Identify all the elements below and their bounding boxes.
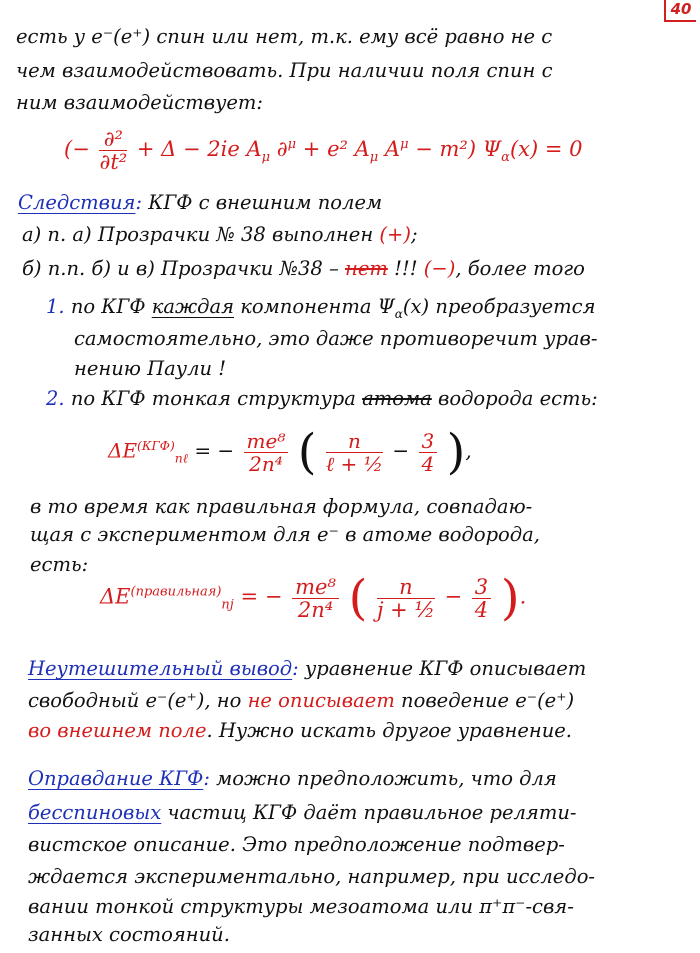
correct-energy-formula: $\Delta E^{(правильная)}_{nj}$ = − $\frac{\text{me⁸}}{\text{2n⁴}}$ ( $\frac{n}{\text{j + ½}}$ − $\frac{3}{4}$ ). <box>100 570 527 626</box>
conclusion-line-2: свободный e⁻(e⁺), но не описывает поведение e⁻(e⁺) <box>28 689 575 712</box>
consequence-b: б) п.п. б) и в) Прозрачки №38 – нет !!! (−), более того <box>22 257 585 280</box>
conclusion-line-3: во внешнем поле. Нужно искать другое уравнение. <box>28 719 573 742</box>
justification-line-2: бесспиновых частиц КГФ даёт правильное реляти- <box>28 801 577 824</box>
text-line: щая с экспериментом для e⁻ в атоме водорода, <box>30 523 540 546</box>
consequences-heading: Следствия: КГФ с внешним полем <box>18 191 383 214</box>
justification-line-1: Оправдание КГФ: можно предположить, что для <box>28 767 557 790</box>
text-line: в то время как правильная формула, совпадаю- <box>30 495 533 518</box>
justification-title: Оправдание КГФ <box>28 767 204 790</box>
text-line: чем взаимодействовать. При наличии поля спин с <box>16 59 553 82</box>
conclusion-title: Неутешительный вывод <box>28 657 293 680</box>
text-line: есть у e⁻(e⁺) спин или нет, т.к. ему всё равно не с <box>16 25 553 48</box>
text-line: ним взаимодействует: <box>16 91 263 114</box>
text-line: занных состояний. <box>28 923 230 946</box>
item-2-number: 2. <box>46 387 65 410</box>
item-1-line-1: 1. по КГФ каждая компонента $\Psi_\alpha(x)$ преобразуется <box>46 295 596 321</box>
consequences-title: Следствия <box>18 191 136 214</box>
page-number: 40 <box>664 0 696 22</box>
consequence-a: а) п. а) Прозрачки № 38 выполнен (+); <box>22 223 418 246</box>
net-word: нет <box>344 257 388 280</box>
conclusion-line-1: Неутешительный вывод: уравнение КГФ описывает <box>28 657 587 680</box>
text-line: вании тонкой структуры мезоатома или π⁺π⁻-свя- <box>28 895 574 918</box>
item-1-line-2: самостоятельно, это даже противоречит урав- <box>74 327 598 350</box>
kgf-energy-formula: $\Delta E^{(КГФ)}_{n\ell}$ = − $\frac{\text{me⁸}}{\text{2n⁴}}$ ( $\frac{n}{\text{ℓ + ½}}$ − $\frac{3}{4}$ ), <box>108 424 472 480</box>
item-1-line-3: нению Паули ! <box>74 357 227 380</box>
item-1-number: 1. <box>46 295 65 318</box>
text-line: ждается экспериментально, например, при исследо- <box>28 865 596 888</box>
item-2-line-1: 2. по КГФ тонкая структура атома водорода есть: <box>46 387 598 410</box>
plus-mark: (+) <box>379 223 411 246</box>
klein-gordon-equation: (− $\frac{\text{∂²}}{\text{∂t²}}$ + Δ − 2ie $A_\mu$ ∂$^\mu$ + e² $A_\mu$ $A^\mu - m^2$) $\Psi_\alpha(x) = 0$ <box>64 127 583 174</box>
text-line: есть: <box>30 553 89 576</box>
eq1-fraction: $\frac{\text{∂²}}{\text{∂t²}}$ <box>99 127 128 174</box>
minus-mark: (−) <box>423 257 456 280</box>
text-line: вистское описание. Это предположение подтвер- <box>28 833 565 856</box>
